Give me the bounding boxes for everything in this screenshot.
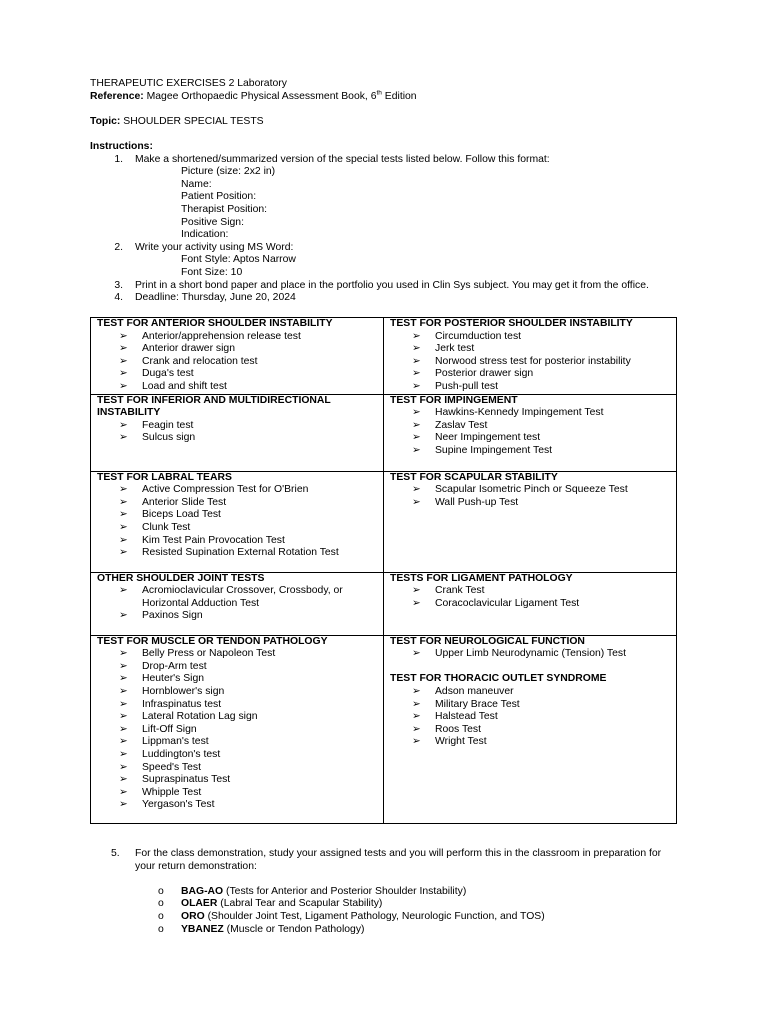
list-item <box>119 661 377 674</box>
test-list <box>97 420 377 445</box>
arrow-bullet-icon: ➢ <box>412 648 421 660</box>
reference-label: Reference: <box>90 90 144 102</box>
group-description: (Shoulder Joint Test, Ligament Pathology, Neurologic Function, and TOS) <box>207 910 545 922</box>
list-item <box>119 356 377 369</box>
test-name: Neer Impingement test <box>435 432 541 444</box>
demo-group-item <box>90 924 680 937</box>
reference-suffix: Edition <box>384 90 417 102</box>
test-name: Feagin test <box>142 419 194 431</box>
test-category-cell <box>91 471 384 572</box>
arrow-bullet-icon: ➢ <box>412 432 421 444</box>
test-name: Upper Limb Neurodynamic (Tension) Test <box>435 648 626 660</box>
arrow-bullet-icon: ➢ <box>119 484 128 496</box>
test-name: Crank and relocation test <box>142 355 258 367</box>
test-name: Zaslav Test <box>435 419 488 431</box>
list-item <box>119 343 377 356</box>
arrow-bullet-icon: ➢ <box>119 585 128 597</box>
list-item <box>119 699 377 712</box>
list-item <box>119 547 377 560</box>
test-category-cell <box>384 635 677 823</box>
test-list <box>97 331 377 394</box>
test-list <box>97 648 377 812</box>
test-name: Wall Push-up Test <box>435 496 519 508</box>
demo-group-item <box>90 898 680 911</box>
arrow-bullet-icon: ➢ <box>412 355 421 367</box>
list-item <box>412 445 670 458</box>
list-item <box>412 484 670 497</box>
group-description: (Tests for Anterior and Posterior Shoulder Instability) <box>226 885 467 897</box>
test-name: Wright Test <box>435 736 487 748</box>
category-title: TEST FOR MUSCLE OR TENDON PATHOLOGY <box>97 635 328 647</box>
arrow-bullet-icon: ➢ <box>119 432 128 444</box>
arrow-bullet-icon: ➢ <box>412 343 421 355</box>
test-name: Belly Press or Napoleon Test <box>142 648 276 660</box>
arrow-bullet-icon: ➢ <box>119 786 128 798</box>
test-list <box>97 585 377 623</box>
reference-line <box>90 91 680 104</box>
category-title: TEST FOR INFERIOR AND MULTIDIRECTIONAL INSTABILITY <box>97 394 331 419</box>
list-item <box>412 598 670 611</box>
list-item <box>119 610 377 623</box>
test-name: Circumduction test <box>435 330 522 342</box>
arrow-bullet-icon: ➢ <box>412 330 421 342</box>
list-item <box>412 343 670 356</box>
list-item <box>119 331 377 344</box>
test-name: Supraspinatus Test <box>142 774 231 786</box>
test-name: Lift-Off Sign <box>142 723 197 735</box>
test-name: Posterior drawer sign <box>435 368 534 380</box>
arrow-bullet-icon: ➢ <box>119 368 128 380</box>
table-row <box>91 471 677 572</box>
category-title: TEST FOR LABRAL TEARS <box>97 471 232 483</box>
reference-text: Magee Orthopaedic Physical Assessment Book, 6 <box>146 90 377 102</box>
arrow-bullet-icon: ➢ <box>119 419 128 431</box>
group-name: OLAER <box>181 898 218 910</box>
test-list <box>390 648 670 661</box>
group-name: BAG-AO <box>181 885 224 897</box>
test-name: Supine Impingement Test <box>435 444 553 456</box>
list-item <box>412 432 670 445</box>
list-item <box>119 535 377 548</box>
group-description: (Muscle or Tendon Pathology) <box>226 923 365 935</box>
category-title: TESTS FOR LIGAMENT PATHOLOGY <box>390 572 573 584</box>
test-name: Duga's test <box>142 368 194 380</box>
test-name: Biceps Load Test <box>142 509 221 521</box>
test-name: Resisted Supination External Rotation Test <box>142 547 339 559</box>
arrow-bullet-icon: ➢ <box>119 774 128 786</box>
arrow-bullet-icon: ➢ <box>412 736 421 748</box>
list-item <box>119 749 377 762</box>
list-item <box>119 420 377 433</box>
arrow-bullet-icon: ➢ <box>412 698 421 710</box>
list-item <box>412 736 670 749</box>
list-item <box>119 522 377 535</box>
test-name: Speed's Test <box>142 761 201 773</box>
list-item <box>119 648 377 661</box>
test-name: Norwood stress test for posterior instability <box>435 355 631 367</box>
test-list <box>390 331 670 394</box>
reference-superscript: th <box>376 89 382 97</box>
category-title: TEST FOR NEUROLOGICAL FUNCTION <box>390 635 585 647</box>
test-name: Jerk test <box>435 343 475 355</box>
test-list <box>390 686 670 749</box>
format-line: Patient Position: <box>181 191 257 203</box>
list-item <box>412 331 670 344</box>
list-item <box>119 509 377 522</box>
test-list <box>97 484 377 560</box>
arrow-bullet-icon: ➢ <box>119 660 128 672</box>
category-title: OTHER SHOULDER JOINT TESTS <box>97 572 265 584</box>
test-name: Drop-Arm test <box>142 660 207 672</box>
list-item <box>412 648 670 661</box>
arrow-bullet-icon: ➢ <box>412 380 421 392</box>
circle-bullet-icon: o <box>158 885 164 897</box>
list-item <box>119 686 377 699</box>
instruction-item: 3. Print in a short bond paper and place in the portfolio you used in Clin Sys subject. You may get it from the office. <box>114 279 649 291</box>
arrow-bullet-icon: ➢ <box>119 748 128 760</box>
group-name: ORO <box>181 910 205 922</box>
list-item <box>412 368 670 381</box>
test-list <box>390 407 670 457</box>
test-name: Kim Test Pain Provocation Test <box>142 534 285 546</box>
table-row <box>91 572 677 635</box>
test-category-cell <box>384 394 677 471</box>
arrow-bullet-icon: ➢ <box>412 723 421 735</box>
list-item <box>119 799 377 812</box>
format-line: Name: <box>181 178 212 190</box>
test-name: Paxinos Sign <box>142 610 203 622</box>
circle-bullet-icon: o <box>158 898 164 910</box>
test-name: Anterior/apprehension release test <box>142 330 301 342</box>
test-name: Lippman's test <box>142 736 209 748</box>
test-name: Halstead Test <box>435 711 498 723</box>
arrow-bullet-icon: ➢ <box>119 648 128 660</box>
circle-bullet-icon: o <box>158 910 164 922</box>
arrow-bullet-icon: ➢ <box>412 685 421 697</box>
circle-bullet-icon: o <box>158 923 164 935</box>
format-line: Positive Sign: <box>181 216 244 228</box>
test-category-cell <box>91 318 384 395</box>
arrow-bullet-icon: ➢ <box>412 496 421 508</box>
arrow-bullet-icon: ➢ <box>412 444 421 456</box>
arrow-bullet-icon: ➢ <box>119 673 128 685</box>
instruction-item: 4. Deadline: Thursday, June 20, 2024 <box>114 292 296 304</box>
test-name: Luddington's test <box>142 748 221 760</box>
test-name: Active Compression Test for O'Brien <box>142 484 309 496</box>
category-title: TEST FOR THORACIC OUTLET SYNDROME <box>390 673 607 685</box>
arrow-bullet-icon: ➢ <box>412 407 421 419</box>
table-row <box>91 394 677 471</box>
demonstration-section <box>90 848 680 936</box>
list-item <box>119 368 377 381</box>
test-name: Yergason's Test <box>142 799 215 811</box>
arrow-bullet-icon: ➢ <box>119 534 128 546</box>
list-item <box>119 724 377 737</box>
list-item <box>412 711 670 724</box>
list-item <box>119 484 377 497</box>
test-category-cell <box>91 394 384 471</box>
test-name: Military Brace Test <box>435 698 520 710</box>
list-item <box>412 724 670 737</box>
category-title: TEST FOR SCAPULAR STABILITY <box>390 471 558 483</box>
list-item <box>119 774 377 787</box>
category-title: TEST FOR POSTERIOR SHOULDER INSTABILITY <box>390 318 633 329</box>
test-name: Whipple Test <box>142 786 202 798</box>
arrow-bullet-icon: ➢ <box>119 330 128 342</box>
test-list <box>390 585 670 610</box>
arrow-bullet-icon: ➢ <box>119 711 128 723</box>
arrow-bullet-icon: ➢ <box>119 547 128 559</box>
test-name: Load and shift test <box>142 380 227 392</box>
test-name: Anterior Slide Test <box>142 496 227 508</box>
list-item <box>412 497 670 510</box>
arrow-bullet-icon: ➢ <box>412 484 421 496</box>
special-tests-table <box>90 317 677 824</box>
arrow-bullet-icon: ➢ <box>412 597 421 609</box>
arrow-bullet-icon: ➢ <box>412 368 421 380</box>
list-item <box>412 699 670 712</box>
list-item <box>412 407 670 420</box>
test-category-cell <box>91 635 384 823</box>
table-row <box>91 318 677 395</box>
test-category-cell <box>384 471 677 572</box>
document-title: THERAPEUTIC EXERCISES 2 Laboratory <box>90 78 287 89</box>
topic-label: Topic: <box>90 115 121 127</box>
test-name: Acromioclavicular Crossover, Crossbody, or Horizontal Adduction Test <box>142 585 343 609</box>
topic-line <box>90 116 680 129</box>
list-item <box>119 381 377 394</box>
arrow-bullet-icon: ➢ <box>119 509 128 521</box>
arrow-bullet-icon: ➢ <box>119 685 128 697</box>
test-name: Push-pull test <box>435 380 498 392</box>
arrow-bullet-icon: ➢ <box>119 723 128 735</box>
arrow-bullet-icon: ➢ <box>119 761 128 773</box>
list-item <box>119 787 377 800</box>
group-name: YBANEZ <box>181 923 224 935</box>
test-name: Coracoclavicular Ligament Test <box>435 597 580 609</box>
arrow-bullet-icon: ➢ <box>119 496 128 508</box>
test-category-cell <box>384 572 677 635</box>
arrow-bullet-icon: ➢ <box>119 521 128 533</box>
test-list <box>390 484 670 509</box>
test-name: Scapular Isometric Pinch or Squeeze Test <box>435 484 628 496</box>
arrow-bullet-icon: ➢ <box>412 419 421 431</box>
list-item <box>119 432 377 445</box>
test-name: Hornblower's sign <box>142 685 225 697</box>
arrow-bullet-icon: ➢ <box>119 698 128 710</box>
document-header <box>90 78 680 305</box>
test-name: Anterior drawer sign <box>142 343 235 355</box>
instruction-item: 1. Make a shortened/summarized version of the special tests listed below. Follow this format: <box>114 153 550 165</box>
arrow-bullet-icon: ➢ <box>119 380 128 392</box>
arrow-bullet-icon: ➢ <box>412 585 421 597</box>
test-category-cell <box>384 318 677 395</box>
demonstration-instruction: 5. For the class demonstration, study your assigned tests and you will perform this in the classroom in preparation for your return demonstration: <box>111 848 662 872</box>
test-name: Sulcus sign <box>142 432 196 444</box>
arrow-bullet-icon: ➢ <box>119 343 128 355</box>
demo-group-item <box>90 911 680 924</box>
instruction-item: 2. Write your activity using MS Word: <box>114 241 294 253</box>
category-title: TEST FOR IMPINGEMENT <box>390 394 518 406</box>
test-name: Hawkins-Kennedy Impingement Test <box>435 407 604 419</box>
list-item <box>412 686 670 699</box>
format-line: Therapist Position: <box>181 203 268 215</box>
arrow-bullet-icon: ➢ <box>119 799 128 811</box>
list-item <box>119 736 377 749</box>
test-name: Lateral Rotation Lag sign <box>142 711 258 723</box>
topic-text: SHOULDER SPECIAL TESTS <box>123 115 264 127</box>
test-category-cell <box>91 572 384 635</box>
test-name: Adson maneuver <box>435 685 514 697</box>
list-item <box>119 762 377 775</box>
category-title: TEST FOR ANTERIOR SHOULDER INSTABILITY <box>97 318 333 329</box>
arrow-bullet-icon: ➢ <box>119 736 128 748</box>
list-item <box>119 673 377 686</box>
list-item <box>119 497 377 510</box>
list-item <box>412 585 670 598</box>
list-item <box>412 356 670 369</box>
format-line: Font Size: 10 <box>181 266 243 278</box>
format-line: Font Style: Aptos Narrow <box>181 254 296 266</box>
format-line: Picture (size: 2x2 in) <box>181 166 276 178</box>
arrow-bullet-icon: ➢ <box>119 610 128 622</box>
table-row <box>91 635 677 823</box>
arrow-bullet-icon: ➢ <box>119 355 128 367</box>
test-name: Crank Test <box>435 585 485 597</box>
list-item <box>119 585 377 610</box>
list-item <box>412 420 670 433</box>
format-line: Indication: <box>181 229 229 241</box>
demo-group-item <box>90 886 680 899</box>
test-name: Roos Test <box>435 723 482 735</box>
test-name: Clunk Test <box>142 521 191 533</box>
test-name: Heuter's Sign <box>142 673 205 685</box>
instructions-heading: Instructions: <box>90 140 153 152</box>
list-item <box>119 711 377 724</box>
list-item <box>412 381 670 394</box>
arrow-bullet-icon: ➢ <box>412 711 421 723</box>
test-name: Infraspinatus test <box>142 698 222 710</box>
group-description: (Labral Tear and Scapular Stability) <box>220 898 383 910</box>
